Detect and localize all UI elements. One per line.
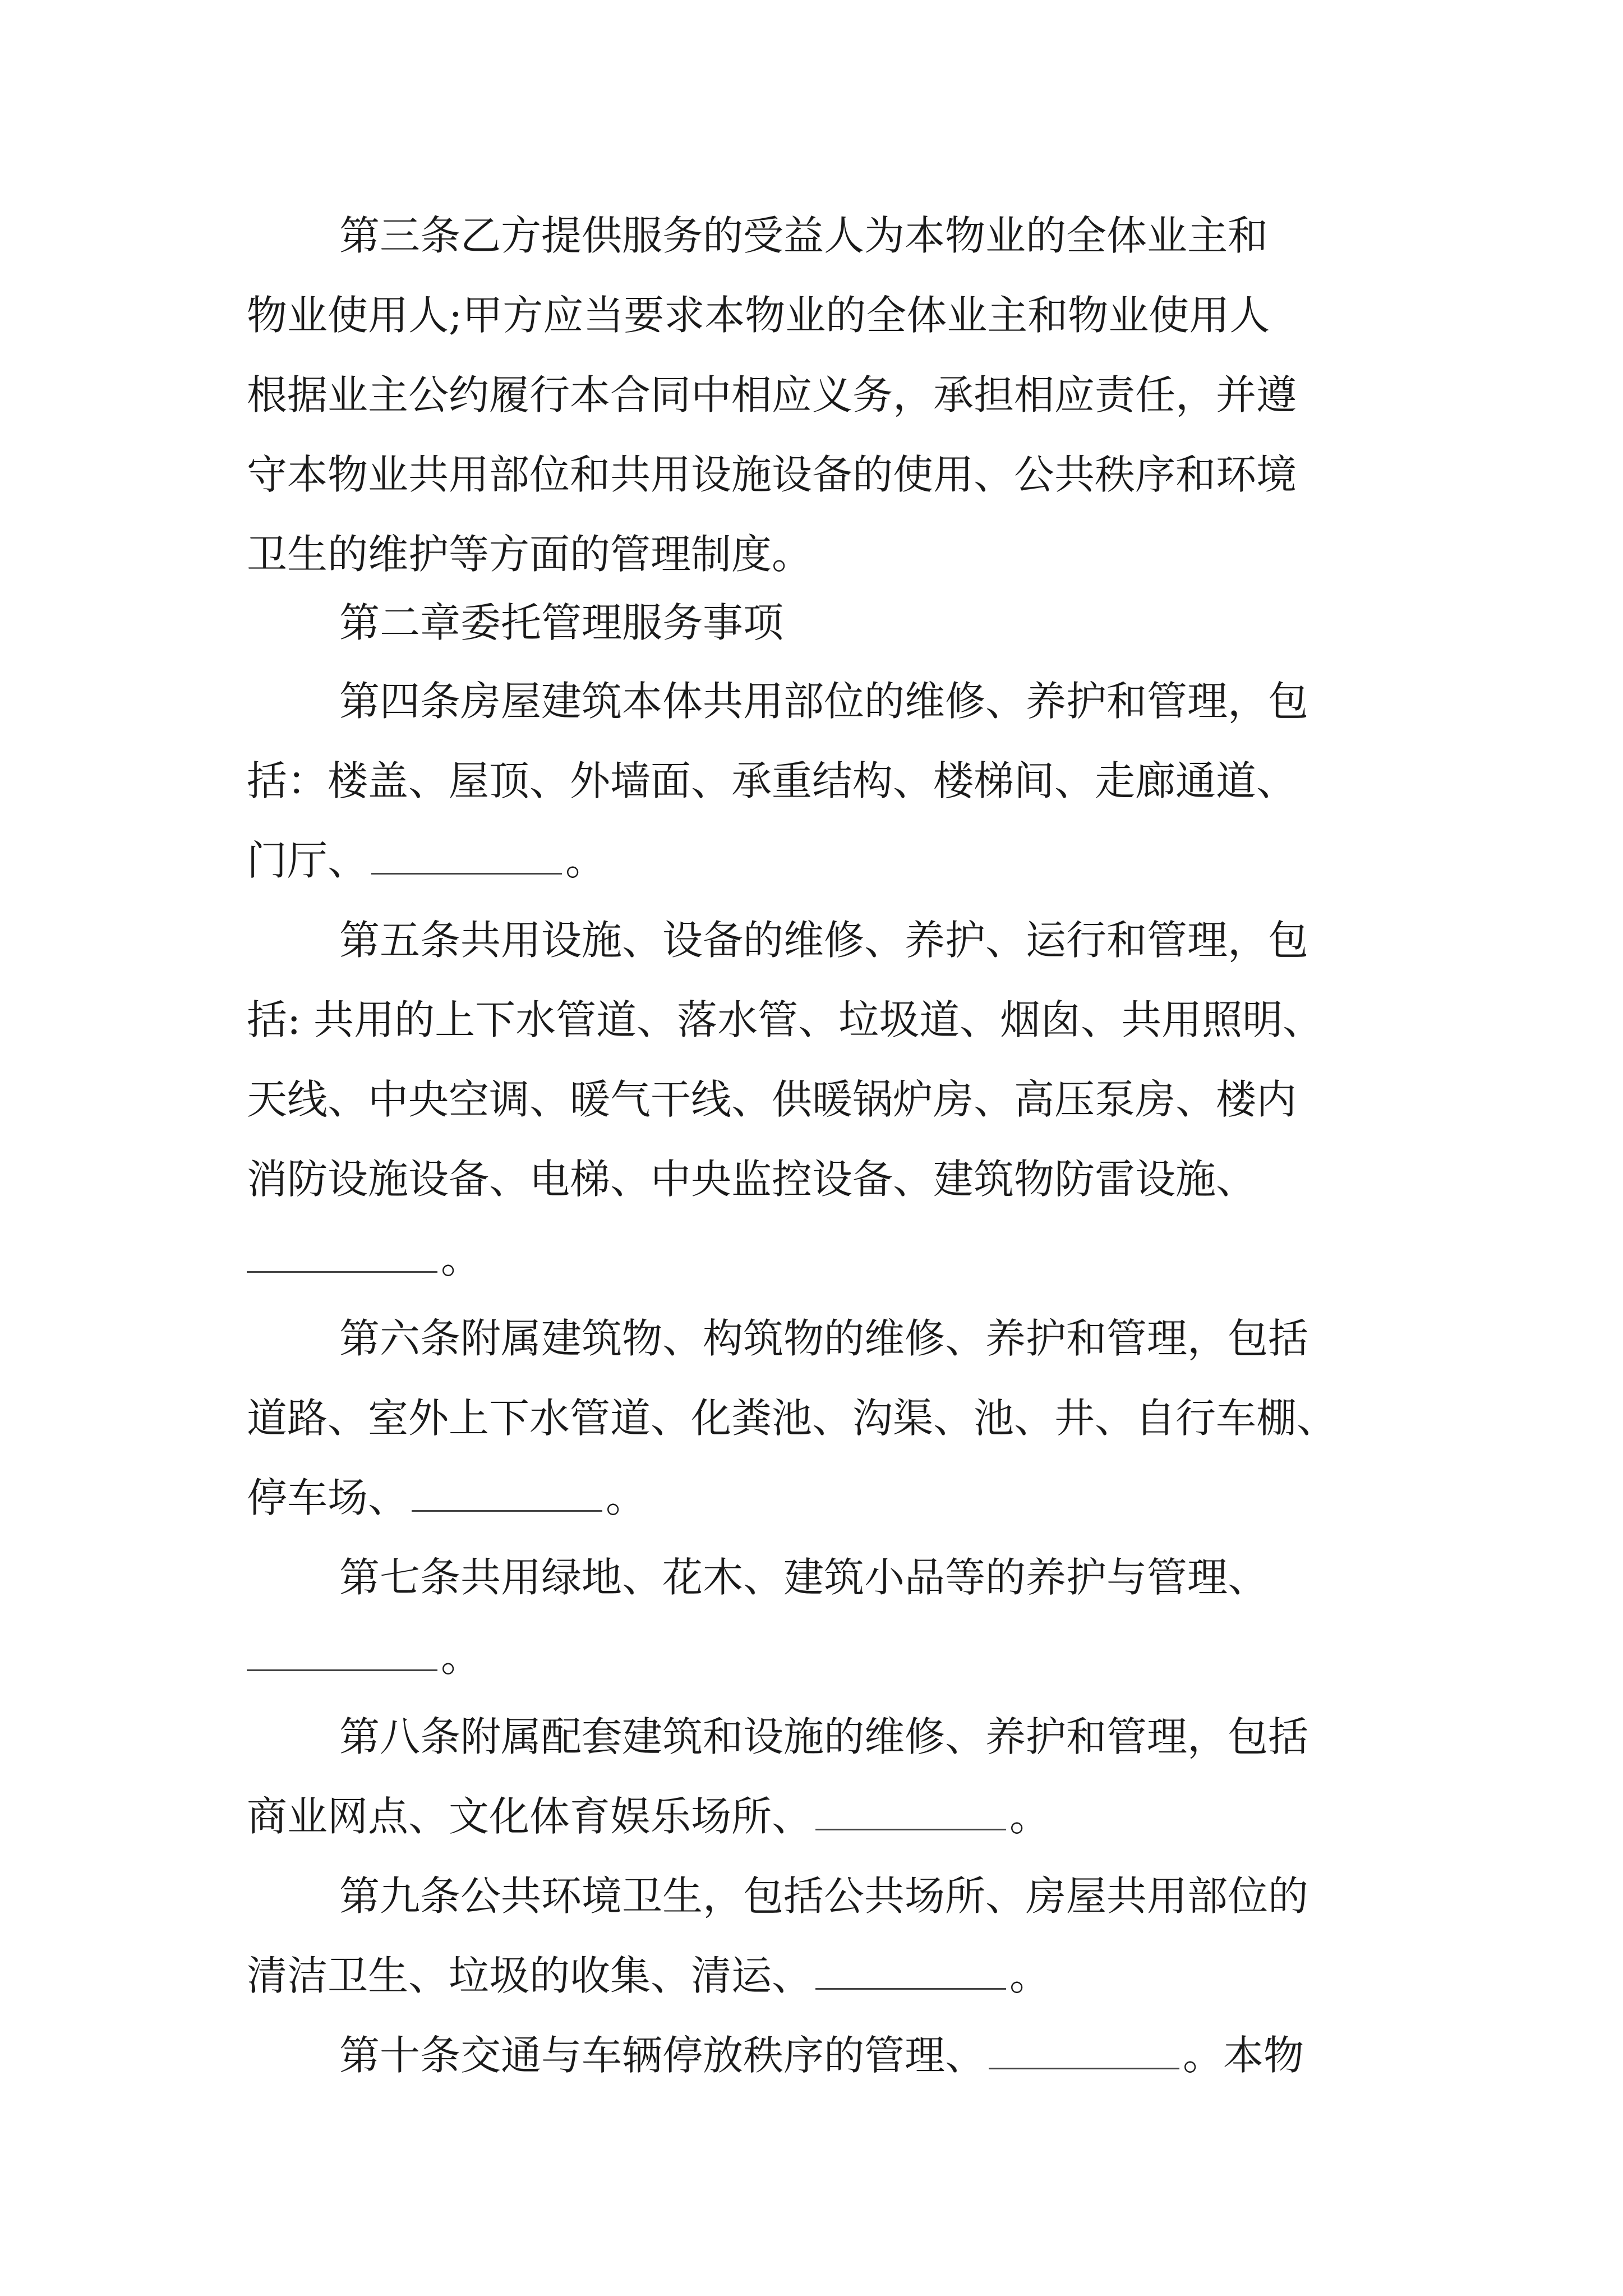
- article-8-line-1: 第八条附属配套建筑和设施的维修、养护和管理，包括: [339, 1713, 1309, 1760]
- article-6-line-3: 停车场、 。: [247, 1474, 647, 1521]
- article-3-line-2: 物业使用人;甲方应当要求本物业的全体业主和物业使用人: [247, 292, 1270, 339]
- article-3-line-4: 守本物业共用部位和共用设施设备的使用、公共秩序和环境: [247, 451, 1297, 498]
- article-6-line-1: 第六条附属建筑物、构筑物的维修、养护和管理，包括: [339, 1315, 1309, 1362]
- fill-in-blank[interactable]: [371, 840, 562, 875]
- fill-in-blank[interactable]: [247, 1239, 437, 1273]
- article-5-line-3: 天线、中央空调、暖气干线、供暖锅炉房、高压泵房、楼内: [247, 1076, 1297, 1123]
- article-4-line-2: 括：楼盖、屋顶、外墙面、承重结构、楼梯间、走廊通道、: [247, 757, 1297, 804]
- article-6-line-2: 道路、室外上下水管道、化粪池、沟渠、池、井、自行车棚、: [247, 1395, 1338, 1442]
- article-3-line-1: 第三条乙方提供服务的受益人为本物业的全体业主和: [339, 212, 1269, 259]
- article-5-line-5: 。: [247, 1231, 481, 1287]
- article-10-line-1: 第十条交通与车辆停放秩序的管理、 。本物: [339, 2032, 1304, 2079]
- article-3-line-3: 根据业主公约履行本合同中相应义务，承担相应责任，并遵: [247, 371, 1297, 418]
- article-9-line-1: 第九条公共环境卫生，包括公共场所、房屋共用部位的: [339, 1872, 1309, 1920]
- article-9-line-2: 清洁卫生、垃圾的收集、清运、 。: [247, 1952, 1050, 1999]
- article-8-line-2: 商业网点、文化体育娱乐场所、 。: [247, 1793, 1050, 1840]
- fill-in-blank[interactable]: [815, 1955, 1006, 1990]
- fill-in-blank[interactable]: [815, 1796, 1006, 1830]
- fill-in-blank[interactable]: [247, 1637, 437, 1671]
- article-4-line-3: 门厅、 。: [247, 837, 606, 884]
- fill-in-blank[interactable]: [412, 1478, 602, 1512]
- fill-in-blank[interactable]: [989, 2035, 1179, 2069]
- article-7-line-2: 。: [247, 1629, 481, 1685]
- article-5-line-1: 第五条共用设施、设备的维修、养护、运行和管理，包: [339, 917, 1309, 964]
- article-5-line-4: 消防设施设备、电梯、中央监控设备、建筑物防雷设施、: [247, 1156, 1257, 1203]
- article-7-line-1: 第七条共用绿地、花木、建筑小品等的养护与管理、: [339, 1554, 1269, 1601]
- chapter-2-heading: 第二章委托管理服务事项: [339, 599, 784, 646]
- article-5-line-2: 括: 共用的上下水管道、落水管、垃圾道、烟囱、共用照明、: [247, 996, 1324, 1043]
- article-4-line-1: 第四条房屋建筑本体共用部位的维修、养护和管理，包: [339, 678, 1309, 725]
- article-3-line-5: 卫生的维护等方面的管理制度。: [247, 531, 813, 578]
